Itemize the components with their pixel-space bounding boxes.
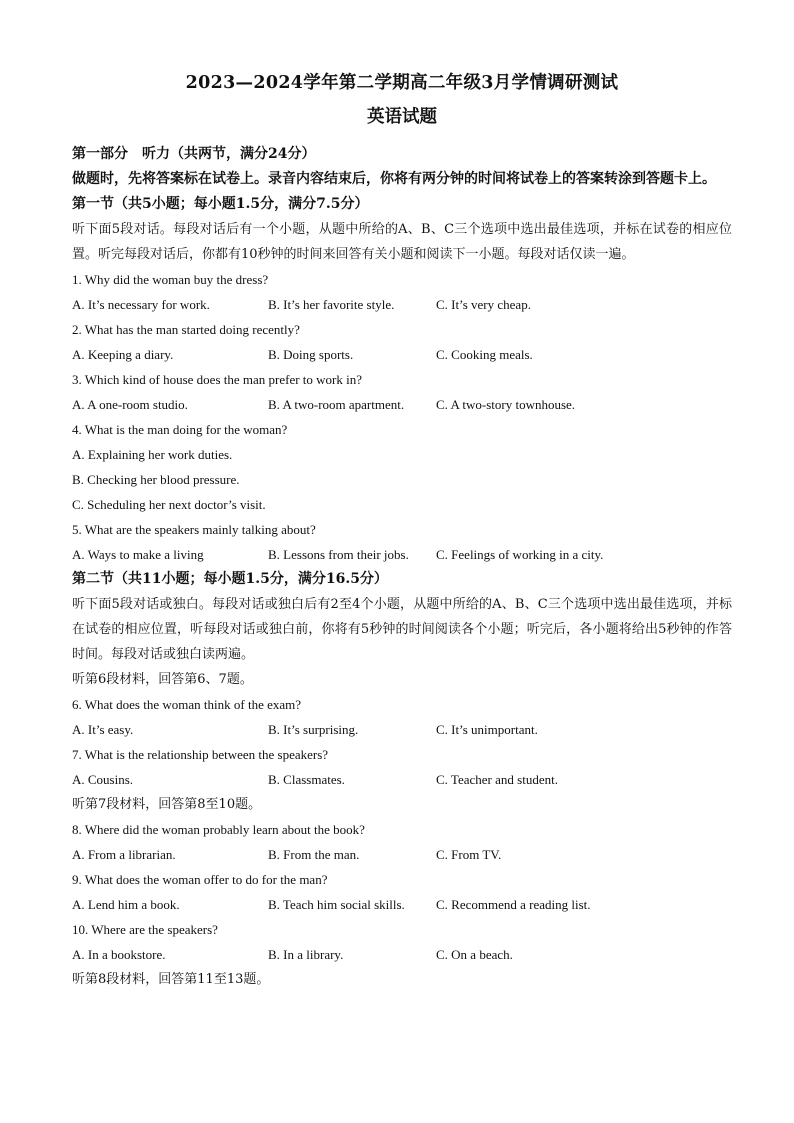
option-a: A. In a bookstore.	[72, 947, 166, 962]
material-7-label: 听第7段材料，回答第8至10题。	[72, 797, 262, 812]
options-row	[72, 767, 732, 792]
question-3	[72, 367, 732, 417]
option-a: A. Keeping a diary.	[72, 347, 174, 362]
question-5	[72, 517, 732, 567]
question-10	[72, 917, 732, 967]
section2-instructions: 听下面5段对话或独白。每段对话或独白后有2至4个小题，从题中所给的A、B、C三个选项中选出最佳选项，并标在试卷的相应位置，听每段对话或独白前，你将有5秒钟的时间阅读各个小题；听完后，各小题将给出5秒钟的作答时间。每段对话或独白读两遍。	[72, 597, 732, 662]
exam-subtitle: 英语试题	[367, 107, 437, 127]
option-c: C. Teacher and student.	[436, 772, 558, 787]
option-c: C. On a beach.	[436, 947, 513, 962]
option-a: A. A one-room studio.	[72, 397, 188, 412]
option-a: A. From a librarian.	[72, 847, 176, 862]
option-c: C. Cooking meals.	[436, 347, 533, 362]
option-c: C. Recommend a reading list.	[436, 897, 591, 912]
options-row	[72, 892, 732, 917]
section1-instructions: 听下面5段对话。每段对话后有一个小题，从题中所给的A、B、C三个选项中选出最佳选项，并标在试卷的相应位置。听完每段对话后，你都有10秒钟的时间来回答有关小题和阅读下一小题。每段对话仅读一遍。	[72, 222, 732, 262]
option-b: B. From the man.	[268, 847, 360, 862]
option-a: A. Lend him a book.	[72, 897, 180, 912]
question-text: 9. What does the woman offer to do for the man?	[72, 872, 328, 887]
question-9	[72, 867, 732, 917]
option-b: B. Lessons from their jobs.	[268, 547, 409, 562]
material-8-label: 听第8段材料，回答第11至13题。	[72, 972, 270, 987]
option-b: B. Doing sports.	[268, 347, 354, 362]
exam-page	[72, 66, 732, 992]
option-b: B. In a library.	[268, 947, 344, 962]
question-text: 10. Where are the speakers?	[72, 922, 218, 937]
option-c: C. Scheduling her next doctor’s visit.	[72, 497, 266, 512]
option-b: B. A two-room apartment.	[268, 397, 405, 412]
question-1	[72, 267, 732, 317]
options-row	[72, 292, 732, 317]
option-b: B. Teach him social skills.	[268, 897, 405, 912]
option-a: A. Cousins.	[72, 772, 134, 787]
exam-title: 2023—2024学年第二学期高二年级3月学情调研测试	[185, 73, 619, 93]
material-6-label: 听第6段材料，回答第6、7题。	[72, 672, 253, 687]
option-a: A. It’s necessary for work.	[72, 297, 210, 312]
question-8	[72, 817, 732, 867]
options-row	[72, 392, 732, 417]
question-text: 5. What are the speakers mainly talking about?	[72, 522, 316, 537]
question-7	[72, 742, 732, 792]
option-b: B. Classmates.	[268, 772, 345, 787]
options-row	[72, 842, 732, 867]
question-text: 3. Which kind of house does the man prefer to work in?	[72, 372, 363, 387]
question-text: 4. What is the man doing for the woman?	[72, 422, 288, 437]
option-b: B. Checking her blood pressure.	[72, 472, 240, 487]
option-a: A. Explaining her work duties.	[72, 447, 233, 462]
option-b: B. It’s surprising.	[268, 722, 359, 737]
option-c: C. Feelings of working in a city.	[436, 547, 604, 562]
option-c: C. A two-story townhouse.	[436, 397, 576, 412]
question-text: 8. Where did the woman probably learn about the book?	[72, 822, 365, 837]
question-4	[72, 417, 732, 517]
options-row	[72, 542, 732, 567]
option-c: C. From TV.	[436, 847, 502, 862]
option-a: A. It’s easy.	[72, 722, 134, 737]
option-c: C. It’s very cheap.	[436, 297, 531, 312]
question-text: 1. Why did the woman buy the dress?	[72, 272, 269, 287]
section2-heading: 第二节（共11小题；每小题1.5分，满分16.5分）	[72, 571, 388, 587]
question-6	[72, 692, 732, 742]
section1-heading: 第一节（共5小题；每小题1.5分，满分7.5分）	[72, 196, 369, 212]
part1-note: 做题时，先将答案标在试卷上。录音内容结束后，你将有两分钟的时间将试卷上的答案转涂到答题卡上。	[72, 171, 716, 187]
question-text: 6. What does the woman think of the exam?	[72, 697, 302, 712]
options-row	[72, 342, 732, 367]
option-a: A. Ways to make a living	[72, 547, 204, 562]
question-2	[72, 317, 732, 367]
options-row	[72, 942, 732, 967]
options-row	[72, 717, 732, 742]
part1-heading: 第一部分 听力（共两节，满分24分）	[72, 146, 316, 162]
question-text: 2. What has the man started doing recently?	[72, 322, 300, 337]
question-text: 7. What is the relationship between the speakers?	[72, 747, 329, 762]
option-b: B. It’s her favorite style.	[268, 297, 395, 312]
option-c: C. It’s unimportant.	[436, 722, 538, 737]
